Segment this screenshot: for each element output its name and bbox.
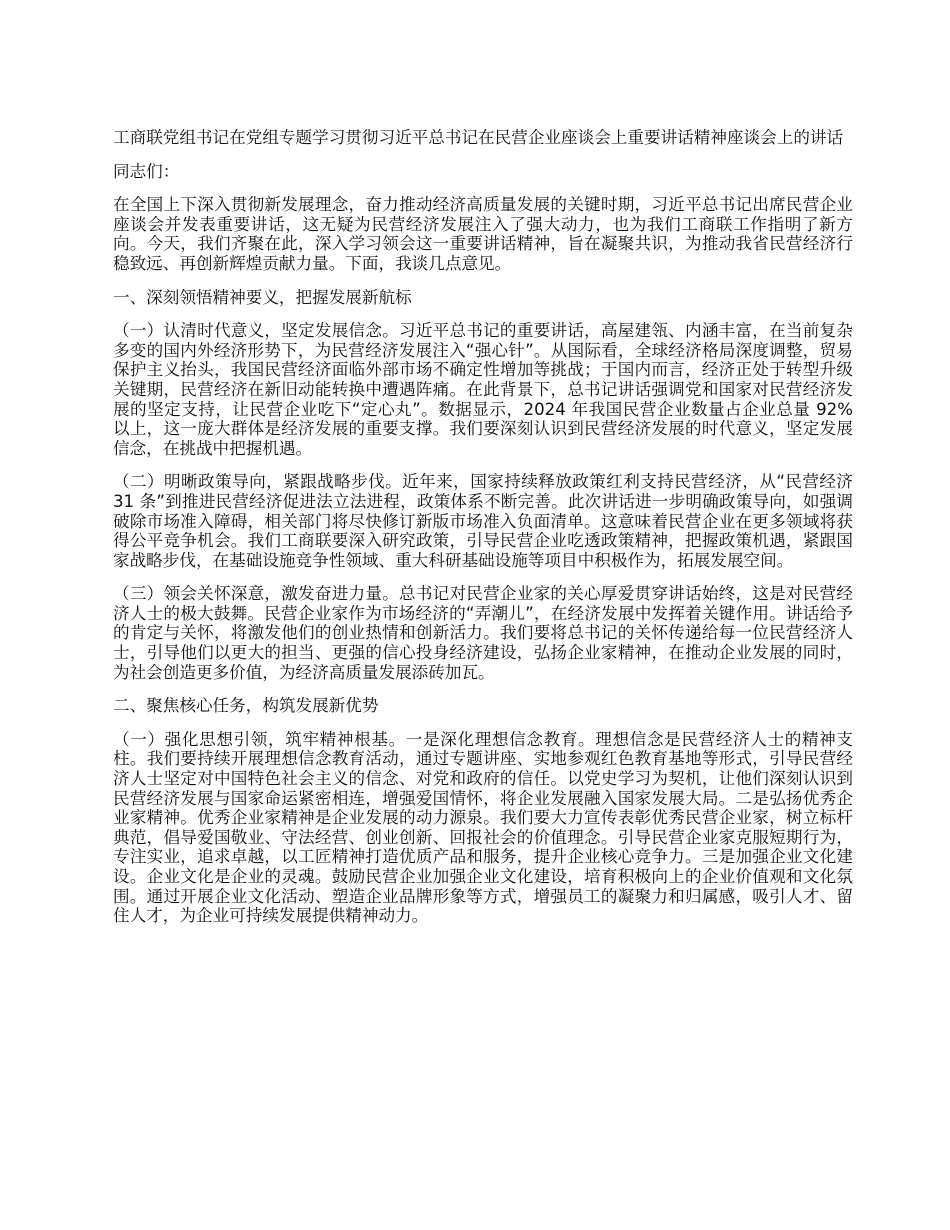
paragraph-intro: 在全国上下深入贯彻新发展理念，奋力推动经济高质量发展的关键时期，习近平总书记出席民营企业座谈会并发表重要讲话，这无疑为民营经济发展注入了强大动力，也为我们工商联工作指明了新方向。今天，我们齐聚在此，深入学习领会这一重要讲话精神，旨在凝聚共识，为推动我省民营经济行稳致远、再创新辉煌贡献力量。下面，我谈几点意见。 [113,195,853,273]
document-body [113,128,853,940]
section-heading-1: 一、深刻领悟精神要义，把握发展新航标 [113,287,412,307]
salutation: 同志们： [113,161,180,181]
document-title: 工商联党组书记在党组专题学习贯彻习近平总书记在民营企业座谈会上重要讲话精神座谈会上的讲话 [113,128,844,147]
paragraph-1-3: （三）领会关怀深意，激发奋进力量。总书记对民营企业家的关心厚爱贯穿讲话始终，这是对民营经济人士的极大鼓舞。民营企业家作为市场经济的“弄潮儿”，在经济发展中发挥着关键作用。讲话给予的肯定与关怀，将激发他们的创业热情和创新活力。我们要将总书记的关怀传递给每一位民营经济人士，引导他们以更大的担当、更强的信心投身经济建设，弘扬企业家精神，在推动企业发展的同时，为社会创造更多价值，为经济高质量发展添砖加瓦。 [113,584,853,682]
paragraph-1-1: （一）认清时代意义，坚定发展信念。习近平总书记的重要讲话，高屋建瓴、内涵丰富，在当前复杂多变的国内外经济形势下，为民营经济发展注入“强心针”。从国际看，全球经济格局深度调整，贸易保护主义抬头，我国民营经济面临外部市场不确定性增加等挑战；于国内而言，经济正处于转型升级关键期，民营经济在新旧动能转换中遭遇阵痛。在此背景下，总书记讲话强调党和国家对民营经济发展的坚定支持，让民营企业吃下“定心丸”。数据显示，2024 年我国民营企业数量占企业总量 92% 以上，这一庞大群体是经济发展的重要支撑。我们要深刻认识到民营经济发展的时代意义，坚定发展信念，在挑战中把握机遇。 [113,321,853,458]
paragraph-2-1: （一）强化思想引领，筑牢精神根基。一是深化理想信念教育。理想信念是民营经济人士的精神支柱。我们要持续开展理想信念教育活动，通过专题讲座、实地参观红色教育基地等形式，引导民营经济人士坚定对中国特色社会主义的信念、对党和政府的信任。以党史学习为契机，让他们深刻认识到民营经济发展与国家命运紧密相连，增强爱国情怀，将企业发展融入国家发展大局。二是弘扬优秀企业家精神。优秀企业家精神是企业发展的动力源泉。我们要大力宣传表彰优秀民营企业家，树立标杆典范，倡导爱国敬业、守法经营、创业创新、回报社会的价值理念。引导民营企业家克服短期行为，专注实业，追求卓越，以工匠精神打造优质产品和服务，提升企业核心竞争力。三是加强企业文化建设。企业文化是企业的灵魂。鼓励民营企业加强企业文化建设，培育积极向上的企业价值观和文化氛围。通过开展企业文化活动、塑造企业品牌形象等方式，增强员工的凝聚力和归属感，吸引人才、留住人才，为企业可持续发展提供精神动力。 [113,729,853,926]
paragraph-1-2: （二）明晰政策导向，紧跟战略步伐。近年来，国家持续释放政策红利支持民营经济，从“民营经济 31 条”到推进民营经济促进法立法进程，政策体系不断完善。此次讲话进一步明确政策导向，如强调破除市场准入障碍，相关部门将尽快修订新版市场准入负面清单。这意味着民营企业在更多领域将获得公平竞争机会。我们工商联要深入研究政策，引导民营企业吃透政策精神，把握政策机遇，紧跟国家战略步伐，在基础设施竞争性领域、重大科研基础设施等项目中积极作为，拓展发展空间。 [113,472,853,570]
section-heading-2: 二、聚焦核心任务，构筑发展新优势 [113,696,379,716]
